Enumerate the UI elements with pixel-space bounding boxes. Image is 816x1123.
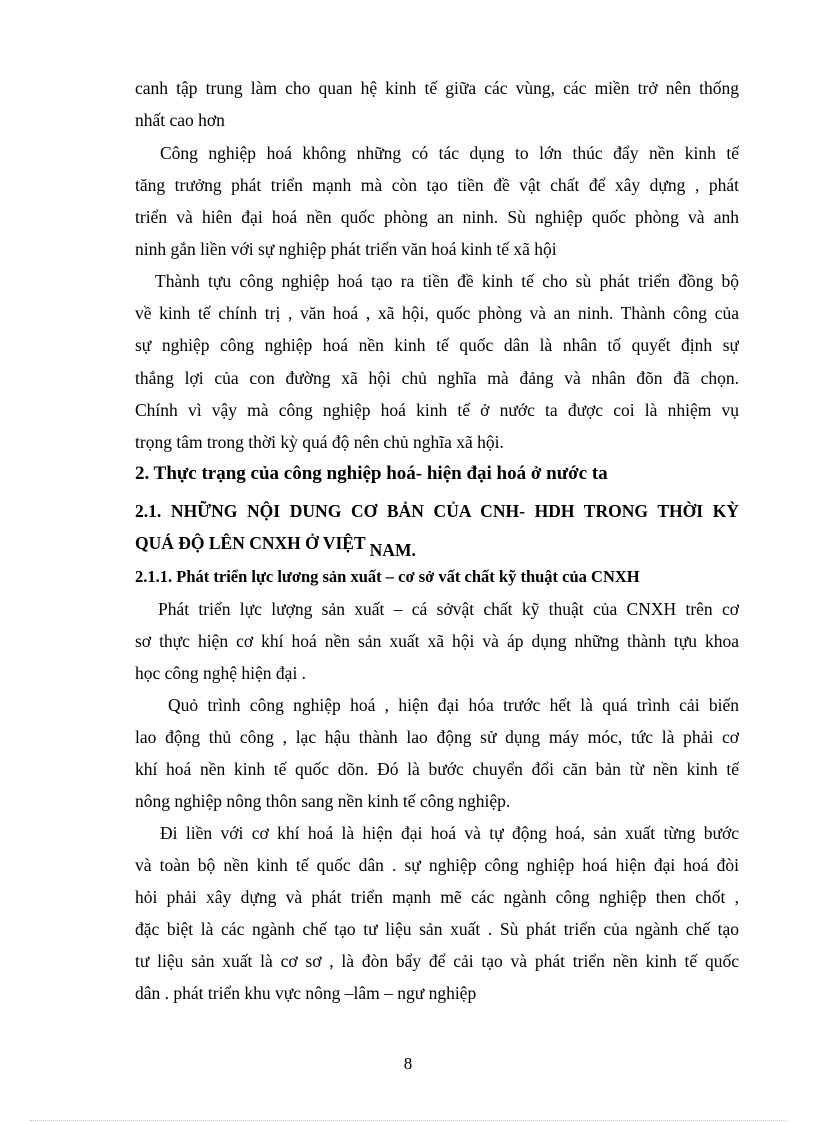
- paragraph-line: Phát triển lực lượng sản xuất – cá sởvật chất kỹ thuật của CNXH trên cơ: [158, 599, 739, 619]
- paragraph-line: tăng trưởng phát triển mạnh mà còn tạo tiền đề vật chất để xây dựng , phát: [135, 175, 739, 195]
- paragraph-line: thắng lợi của con đường xã hội chủ nghĩa mà đảng và nhân đõn đã chọn.: [135, 368, 739, 388]
- paragraph-line: trọng tâm trong thời kỳ quá độ nên chủ nghĩa xã hội.: [135, 432, 504, 452]
- paragraph-line: học công nghệ hiện đại .: [135, 663, 307, 683]
- footer-divider: [30, 1120, 786, 1121]
- page-number: 8: [403, 1054, 413, 1073]
- paragraph-line: Quỏ trình công nghiệp hoá , hiện đại hóa trước hết là quá trình cải biến: [168, 695, 739, 715]
- paragraph-line: nhất cao hơn: [135, 110, 225, 130]
- paragraph-line: sự nghiệp công nghiệp hoá nền kinh tế quốc dân là nhân tố quyết định sự: [135, 335, 739, 355]
- paragraph-line: khí hoá nền kinh tế quốc dõn. Đó là bước chuyển đổi căn bản từ nền kinh tế: [135, 759, 739, 779]
- paragraph-line: Đi liền với cơ khí hoá là hiện đại hoá và tự động hoá, sản xuất từng bước: [160, 823, 739, 843]
- paragraph-line: tư liệu sản xuất là cơ sơ , là đòn bẩy để cải tạo và phát triển nền kinh tế quốc: [135, 951, 739, 971]
- paragraph-line: lao động thủ công , lạc hậu thành lao động sử dụng máy móc, tức là phải cơ: [135, 727, 739, 747]
- paragraph-line: dân . phát triển khu vực nông –lâm – ngư nghiệp: [135, 983, 477, 1003]
- paragraph-line: hỏi phải xây dựng và phát triển mạnh mẽ các ngành công nghiệp then chốt ,: [135, 887, 739, 907]
- paragraph-line: ninh gắn liền với sự nghiệp phát triển văn hoá kinh tế xã hội: [135, 239, 557, 259]
- section-heading: 2. Thực trạng của công nghiệp hoá- hiện đại hoá ở nước ta: [135, 463, 608, 484]
- paragraph-line: canh tập trung làm cho quan hệ kinh tế giữa các vùng, các miền trở nên thống: [135, 78, 739, 98]
- paragraph-line: Chính vì vậy mà công nghiệp hoá kinh tế ở nước ta được coi là nhiệm vụ: [135, 400, 739, 420]
- subsection-heading-continued: [135, 531, 739, 565]
- subsubsection-heading: 2.1.1. Phát triển lực lương sản xuất – cơ sở vất chất kỹ thuật của CNXH: [135, 567, 640, 586]
- subsection-heading-text: QUÁ ĐỘ LÊN CNXH Ở VIỆT: [135, 533, 366, 553]
- subsection-heading-tail: NAM.: [369, 540, 416, 560]
- paragraph-line: nông nghiệp nông thôn sang nền kinh tế công nghiệp.: [135, 791, 511, 811]
- paragraph-line: đặc biệt là các ngành chế tạo tư liệu sản xuất . Sù phát triển của ngành chế tạo: [135, 919, 739, 939]
- paragraph-line: triển và hiên đại hoá nền quốc phòng an ninh. Sù nghiệp quốc phòng và anh: [135, 207, 739, 227]
- subsection-heading: 2.1. NHỮNG NỘI DUNG CƠ BẢN CỦA CNH- HDH TRONG THỜI KỲ: [135, 501, 739, 521]
- paragraph-line: sơ thực hiện cơ khí hoá nền sản xuất xã hội và áp dụng những thành tựu khoa: [135, 631, 739, 651]
- paragraph-line: Công nghiệp hoá không những có tác dụng to lớn thúc đẩy nền kinh tế: [160, 143, 739, 163]
- paragraph-line: và toàn bộ nền kinh tế quốc dân . sự nghiệp công nghiệp hoá hiện đại hoá đòi: [135, 855, 739, 875]
- paragraph-line: Thành tựu công nghiệp hoá tạo ra tiền đề kinh tế cho sù phát triển đồng bộ: [155, 271, 739, 291]
- paragraph-line: về kinh tế chính trị , văn hoá , xã hội, quốc phòng và an ninh. Thành công của: [135, 303, 739, 323]
